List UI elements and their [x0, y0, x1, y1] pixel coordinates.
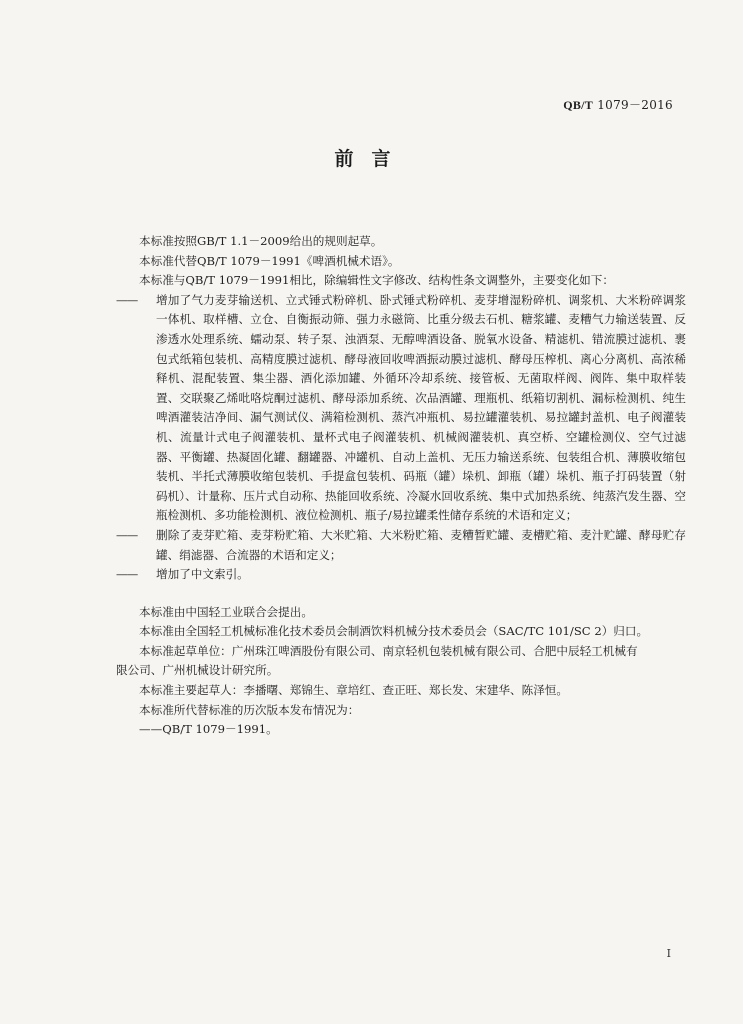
change-text: 删除了麦芽贮箱、麦芽粉贮箱、大米贮箱、大米粉贮箱、麦糟暂贮罐、麦槽贮箱、麦汁贮罐、酵母贮存罐、绢滤器、合流器的术语和定义；: [156, 527, 686, 562]
dash-mark: ——: [116, 567, 138, 582]
section-gap: [116, 585, 686, 603]
paragraph-history-intro: 本标准所代替标准的历次版本发布情况为：: [139, 702, 360, 717]
paragraph-drafters: 本标准主要起草人：李播曙、郑锦生、章培红、查正旺、郑长发、宋建华、陈泽恒。: [139, 683, 568, 698]
change-item-removed-terms: [116, 526, 686, 565]
change-item-added-terms: [116, 291, 686, 526]
paragraph-drafting-rules: 本标准按照GB/T 1.1－2009给出的规则起草。: [139, 234, 383, 248]
dash-mark: ——: [116, 527, 138, 542]
paragraph-proposer: 本标准由中国轻工业联合会提出。: [139, 604, 313, 619]
page-number: I: [666, 947, 671, 960]
standard-code-prefix: QB/T: [563, 98, 594, 112]
paragraph-history-item: ——QB/T 1079－1991。: [139, 722, 278, 737]
paragraph-drafting-units: 本标准起草单位：广州珠江啤酒股份有限公司、南京轻机包装机械有限公司、合肥中辰轻工机械有: [139, 643, 638, 658]
standard-code-number: 1079－2016: [597, 98, 673, 112]
paragraph-drafting-units-cont: 限公司、广州机械设计研究所。: [116, 663, 279, 678]
change-item-index: [116, 565, 686, 585]
preface-body: [116, 232, 686, 740]
paragraph-changes-intro: 本标准与QB/T 1079－1991相比，除编辑性文字修改、结构性条文调整外，主要变化如下：: [139, 273, 614, 288]
page-title: 前言: [334, 148, 409, 170]
change-text: 增加了气力麦芽输送机、立式锤式粉碎机、卧式锤式粉碎机、麦芽增湿粉碎机、调浆机、大米粉碎调浆一体机、取样槽、立仓、自衡振动筛、强力永磁筒、比重分级去石机、糖浆罐、麦糟气力输送装置、反渗透水处理系统、蠕动泵、转子泵、浊酒泵、无醇啤酒设备、脱氧水设备、精滤机、错流膜过滤机、裹包式纸箱包装机、高精度膜过滤机、酵母液回收啤酒振动膜过滤机、酵母压榨机、离心分离机、高浓稀释机、混配装置、集尘器、酒化添加罐、外循环冷却系统、接管板、无菌取样阀、阀阵、集中取样装置、交联聚乙烯吡咯烷酮过滤机、酵母添加系统、次品酒罐、理瓶机、纸箱切割机、漏标检测机、纯生啤酒灌装洁净间、漏气测试仪、满箱检测机、蒸汽冲瓶机、易拉罐灌装机、易拉罐封盖机、电子阀灌装机、流量计式电子阀灌装机、量杯式电子阀灌装机、机械阀灌装机、真空桥、空罐检测仪、空气过滤器、平衡罐、热凝固化罐、翻罐器、冲罐机、自动上盖机、无压力输送系统、包装组合机、薄膜收缩包装机、半托式薄膜收缩包装机、手提盒包装机、码瓶（罐）垛机、卸瓶（罐）垛机、瓶子打码装置（射码机）、计量称、压片式自动称、热能回收系统、冷凝水回收系统、集中式加热系统、纯蒸汽发生器、空瓶检测机、多功能检测机、液位检测机、瓶子/易拉罐柔性储存系统的术语和定义；: [156, 292, 686, 523]
paragraph-replaces: 本标准代替QB/T 1079－1991《啤酒机械术语》。: [139, 253, 400, 268]
change-text: 增加了中文索引。: [156, 567, 249, 582]
dash-mark: ——: [116, 292, 138, 307]
standard-code: [563, 96, 673, 113]
paragraph-centralized-by: 本标准由全国轻工机械标准化技术委员会制酒饮料机械分技术委员会（SAC/TC 101/SC 2）归口。: [139, 624, 649, 639]
